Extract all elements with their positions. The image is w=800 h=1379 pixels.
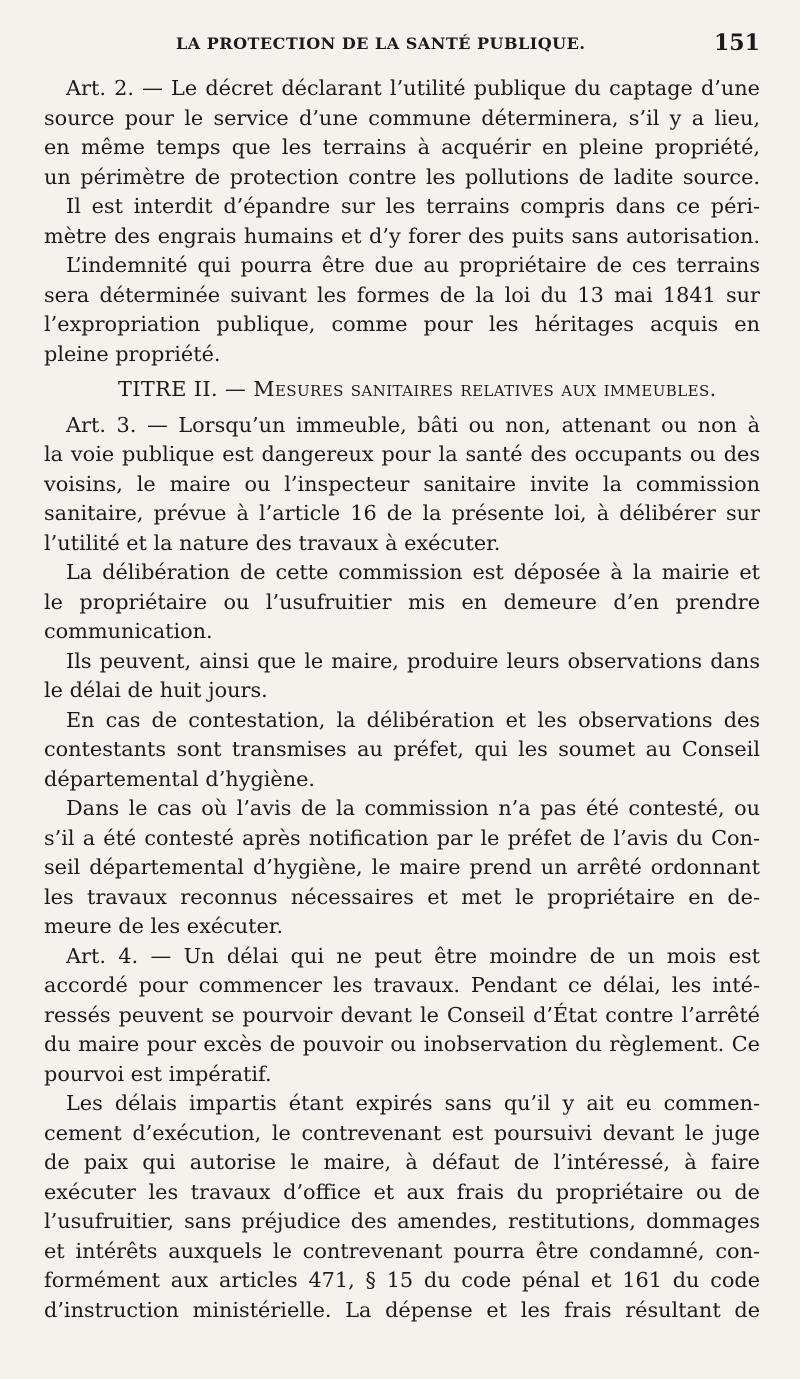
text-line: l’usufruitier, sans préjudice des amendes, restitutions, dommages [44,1209,760,1233]
text-line: En cas de contestation, la délibération et les observations des [66,707,760,732]
text-line: Art. 3. — Lorsqu’un immeuble, bâti ou non, attenant ou non à [66,412,760,437]
text-line: La délibération de cette commission est déposée à la mairie et [66,560,760,584]
text-line: L’indemnité qui pourra être due au propriétaire de ces terrains [66,253,760,277]
text-line: accordé pour commencer les travaux. Pendant ce délai, les inté- [44,973,760,997]
text-line: la voie publique est dangereux pour la santé des occupants ou des [44,442,760,466]
text-line: et intérêts auxquels le contrevenant pourra être condamné, con- [44,1238,760,1263]
text-line: les travaux reconnus nécessaires et met le propriétaire en de- [44,884,760,909]
text-line: formément aux articles 471, § 15 du code pénal et 161 du code [44,1268,760,1292]
text-line: pourvoi est impératif. [44,1061,272,1086]
text-line: Art. 4. — Un délai qui ne peut être moindre de un mois est [66,943,760,968]
text-line: communication. [44,619,213,643]
text-line: Dans le cas où l’avis de la commission n’a pas été contesté, ou [66,796,760,820]
text-line: de paix qui autorise le maire, à défaut de l’intéressé, à faire [44,1150,760,1174]
text-line: Ils peuvent, ainsi que le maire, produire leurs observations dans [66,648,760,673]
text-line: s’il a été contesté après notification par le préfet de l’avis du Con- [44,825,760,850]
text-line: en même temps que les terrains à acquérir en pleine propriété, [44,135,760,159]
text-line: Les délais impartis étant expirés sans qu’il y ait eu commen- [66,1091,760,1115]
text-line: le délai de huit jours. [44,678,268,702]
text-line: l’utilité et la nature des travaux à exécuter. [44,530,501,555]
text-line: exécuter les travaux d’office et aux frais du propriétaire ou de [44,1179,760,1204]
text-line: contestants sont transmises au préfet, qui les soumet au Conseil [44,737,760,761]
body-text [44,74,760,1325]
text-line: cement d’exécution, le contrevenant est poursuivi devant le juge [44,1120,760,1145]
page-number: 151 [714,30,760,56]
section-title: TITRE II. — Mesures sanitaires relatives aux immeubles. [118,377,717,401]
text-line: sera déterminée suivant les formes de la loi du 13 mai 1841 sur [44,282,760,307]
text-line: mètre des engrais humains et d’y forer des puits sans autorisation. [44,223,760,248]
text-line: source pour le service d’une commune déterminera, s’il y a lieu, [44,105,760,130]
text-line: pleine propriété. [44,341,221,366]
text-line: meure de les exécuter. [44,914,284,938]
text-line: d’instruction ministérielle. La dépense et les frais résultant de [44,1297,760,1322]
text-line: Il est interdit d’épandre sur les terrains compris dans ce péri- [66,194,760,218]
text-line: départemental d’hygiène. [44,766,316,791]
text-line: du maire pour excès de pouvoir ou inobservation du règlement. Ce [44,1032,760,1056]
text-line: voisins, le maire ou l’inspecteur sanitaire invite la commission [44,471,760,496]
text-line: un périmètre de protection contre les pollutions de ladite source. [44,164,760,189]
running-title: LA PROTECTION DE LA SANTÉ PUBLIQUE. [176,34,586,53]
text-line: l’expropriation publique, comme pour les héritages acquis en [44,312,760,336]
text-line: sanitaire, prévue à l’article 16 de la présente loi, à délibérer sur [44,501,760,525]
text-line: seil départemental d’hygiène, le maire prend un arrêté ordonnant [44,855,760,879]
text-line: le propriétaire ou l’usufruitier mis en demeure d’en prendre [44,589,760,614]
text-line: ressés peuvent se pourvoir devant le Conseil d’État contre l’arrêté [44,1002,760,1027]
text-line: Art. 2. — Le décret déclarant l’utilité publique du captage d’une [66,76,760,100]
